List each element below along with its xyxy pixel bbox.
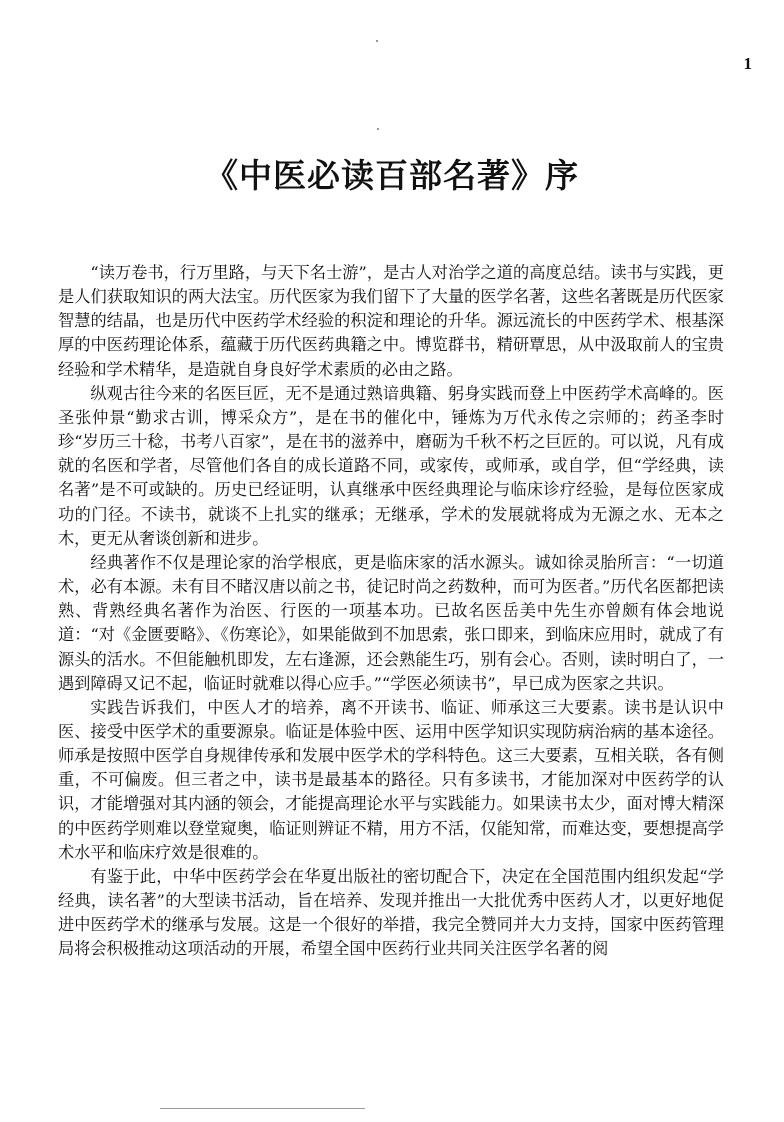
body-text (58, 261, 724, 962)
scan-speck (377, 128, 379, 130)
bottom-rule (160, 1108, 365, 1109)
page-number: 1 (743, 54, 752, 73)
scan-speck (376, 40, 378, 42)
paragraph: 纵观古往今来的名医巨匠，无不是通过熟谙典籍、躬身实践而登上中医药学术高峰的。医圣张仲景“勤求古训，博采众方”，是在书的催化中，锤炼为万代永传之宗师的；药圣李时珍“岁历三十稔，书考八百家”，是在书的滋养中，磨砺为千秋不朽之巨匠的。可以说，凡有成就的名医和学者，尽管他们各自的成长道路不同，或家传，或师承，或自学，但“学经典，读名著”是不可或缺的。历史已经证明，认真继承中医经典理论与临床诊疗经验，是每位医家成功的门径。不读书，就谈不上扎实的继承；无继承，学术的发展就将成为无源之水、无本之木，更无从奢谈创新和进步。 (58, 383, 724, 548)
page-title: 《中医必读百部名著》序 (205, 156, 579, 195)
paragraph: “读万卷书，行万里路，与天下名士游”，是古人对治学之道的高度总结。读书与实践，更是人们获取知识的两大法宝。历代医家为我们留下了大量的医学名著，这些名著既是历代医家智慧的结晶，也是历代中医药学术经验的积淀和理论的升华。源远流长的中医药学术、根基深厚的中医药理论体系，蕴藏于历代医药典籍之中。博览群书，精研覃思，从中汲取前人的宝贵经验和学术精华，是造就自身良好学术素质的必由之路。 (58, 263, 724, 379)
paragraph: 有鉴于此，中华中医药学会在华夏出版社的密切配合下，决定在全国范围内组织发起“学经典，读名著”的大型读书活动，旨在培养、发现并推出一大批优秀中医药人才，以更好地促进中医药学术的继承与发展。这是一个很好的举措，我完全赞同并大力支持，国家中医药管理局将会积极推动这项活动的开展，希望全国中医药行业共同关注医学名著的阅 (58, 866, 724, 959)
paragraph: 实践告诉我们，中医人才的培养，离不开读书、临证、师承这三大要素。读书是认识中医、接受中医学术的重要源泉。临证是体验中医、运用中医学知识实现防病治病的基本途径。师承是按照中医学自身规律传承和发展中医学术的学科特色。这三大要素，互相关联，各有侧重，不可偏废。但三者之中，读书是最基本的路径。只有多读书，才能加深对中医药学的认识，才能增强对其内涵的领会，才能提高理论水平与实践能力。如果读书太少，面对博大精深的中医药学则难以登堂窥奥，临证则辨证不精，用方不活，仅能知常，而难达变，要想提高学术水平和临床疗效是很难的。 (58, 697, 724, 862)
paragraph: 经典著作不仅是理论家的治学根底，更是临床家的活水源头。诚如徐灵胎所言：“一切道术，必有本源。未有目不睹汉唐以前之书，徒记时尚之药数种，而可为医者。”历代名医都把读熟、背熟经典名著作为治医、行医的一项基本功。已故名医岳美中先生亦曾颇有体会地说道：“对《金匮要略》、《伤寒论》，如果能做到不加思索，张口即来，到临床应用时，就成了有源头的活水。不但能触机即发，左右逢源，还会熟能生巧，别有会心。否则，读时明白了，一遇到障碍又记不起，临证时就难以得心应手。”“学医必须读书”，早已成为医家之共识。 (58, 552, 724, 693)
